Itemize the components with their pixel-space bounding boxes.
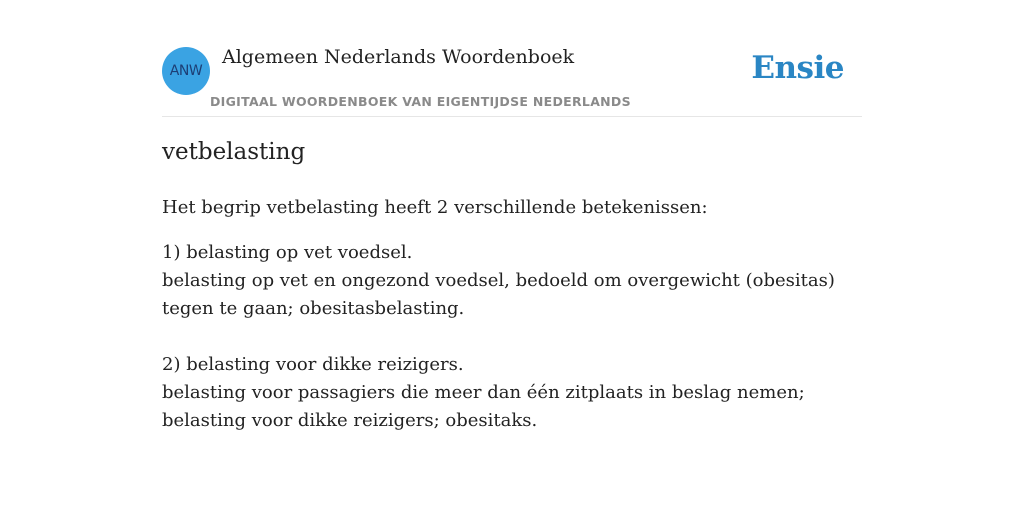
meaning-definition: belasting op vet en ongezond voedsel, bedoeld om overgewicht (obesitas) tegen te gaan; obesitasbelasting. [162, 270, 835, 319]
meaning-item [162, 351, 862, 435]
entry-intro: Het begrip vetbelasting heeft 2 verschillende betekenissen: [162, 197, 708, 218]
entry-word-title: vetbelasting [162, 139, 306, 165]
meaning-item [162, 239, 862, 323]
site-subtitle: DIGITAAL WOORDENBOEK VAN EIGENTIJDSE NEDERLANDS [210, 94, 631, 109]
logo-text: ANW [169, 63, 203, 79]
page-container [162, 0, 862, 431]
meaning-heading: 1) belasting op vet voedsel. [162, 242, 413, 263]
meaning-heading: 2) belasting voor dikke reizigers. [162, 354, 464, 375]
meaning-definition: belasting voor passagiers die meer dan één zitplaats in beslag nemen; belasting voor dikke reizigers; obesitaks. [162, 382, 805, 431]
site-header [162, 0, 862, 117]
site-title[interactable]: Algemeen Nederlands Woordenboek [222, 46, 575, 68]
ensie-brand-link[interactable]: Ensie [751, 50, 844, 86]
anw-logo[interactable] [162, 47, 210, 95]
